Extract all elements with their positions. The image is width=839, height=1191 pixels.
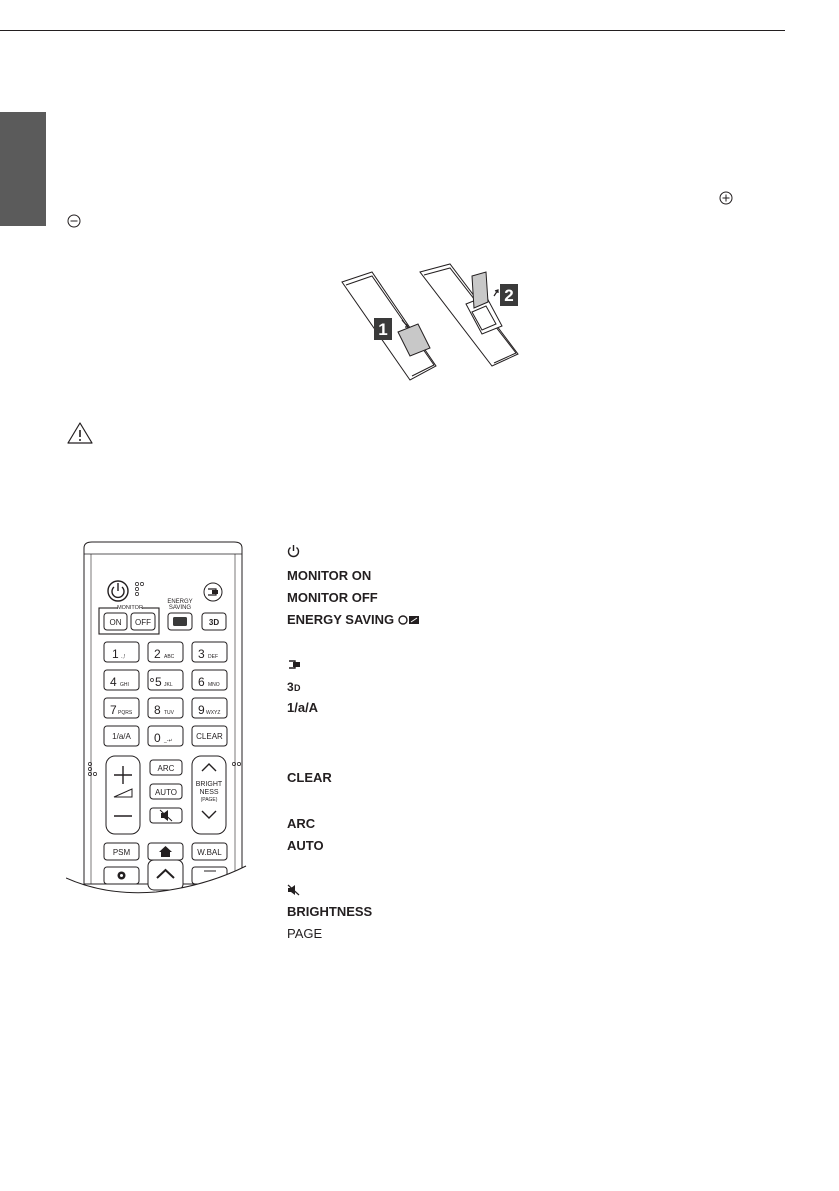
key-item-mute	[287, 882, 301, 898]
step-badge-1	[374, 318, 392, 340]
svg-text:0: 0	[154, 731, 161, 745]
input-button	[204, 583, 222, 601]
monitor-off-label: OFF	[135, 618, 151, 627]
svg-text:1/a/A: 1/a/A	[112, 732, 131, 741]
wbal-button	[192, 843, 227, 860]
svg-text:BRIGHT: BRIGHT	[195, 781, 223, 788]
svg-text:W.BAL: W.BAL	[197, 848, 222, 857]
brightness-rocker	[192, 756, 226, 834]
mute-icon	[287, 884, 301, 896]
energy-saving-icon	[398, 614, 420, 626]
svg-text:3D: 3D	[208, 618, 220, 627]
remote-back-open	[420, 264, 518, 366]
mode-button	[104, 726, 139, 746]
key-6	[192, 670, 227, 690]
key-item-3d	[287, 678, 303, 694]
key-2	[148, 642, 183, 662]
3d-button	[202, 613, 226, 630]
key-8	[148, 698, 183, 718]
monitor-group-label: MONITOR	[117, 605, 143, 611]
svg-text:ABC: ABC	[164, 654, 175, 660]
clear-button	[192, 726, 227, 746]
key-item-page: PAGE	[287, 926, 323, 941]
svg-text:3: 3	[287, 680, 294, 692]
svg-text:(PAGE): (PAGE)	[200, 797, 218, 803]
svg-text:PQRS: PQRS	[118, 710, 133, 716]
svg-text:WXYZ: WXYZ	[206, 710, 221, 716]
arc-button	[150, 760, 182, 775]
svg-text:9: 9	[198, 703, 205, 717]
energy-saving-label-2: SAVING	[168, 605, 192, 611]
key-1	[104, 642, 139, 662]
auto-button	[150, 784, 182, 799]
key-item-brightness: BRIGHTNESS	[287, 904, 373, 919]
key-item-energy-saving	[287, 612, 420, 628]
svg-text:_-↵: _-↵	[164, 738, 173, 744]
key-item-power	[287, 544, 300, 560]
svg-text:3: 3	[198, 647, 205, 661]
step-badge-2	[500, 284, 518, 306]
svg-text:6: 6	[198, 675, 205, 689]
monitor-on-label: ON	[109, 618, 122, 627]
svg-text:DEF: DEF	[208, 654, 218, 660]
key-7	[104, 698, 139, 718]
svg-text:TUV: TUV	[164, 710, 174, 716]
key-item-mode: 1/a/A	[287, 700, 319, 715]
language-side-tab	[0, 112, 46, 226]
svg-text:4: 4	[110, 675, 117, 689]
battery-cover-illustration	[336, 262, 526, 392]
nav-up-button	[148, 860, 183, 890]
minus-circle-icon	[67, 214, 81, 228]
monitor-on-button	[104, 613, 127, 630]
key-item-monitor-on: MONITOR ON	[287, 568, 372, 583]
key-item-clear: CLEAR	[287, 770, 332, 785]
plus-circle-icon	[719, 191, 733, 205]
key-item-arc: ARC	[287, 816, 316, 831]
key-0	[148, 726, 183, 746]
svg-text:MNO: MNO	[208, 682, 220, 688]
key-5	[148, 670, 183, 690]
svg-text:2: 2	[154, 647, 161, 661]
svg-text:8: 8	[154, 703, 161, 717]
key-3	[192, 642, 227, 662]
svg-text:GHI: GHI	[120, 682, 129, 688]
svg-text:ARC: ARC	[157, 764, 175, 773]
power-icon	[287, 544, 300, 558]
power-button	[108, 581, 128, 601]
svg-text:CLEAR: CLEAR	[196, 732, 223, 741]
header-rule	[0, 30, 785, 31]
svg-text:.,!: .,!	[121, 654, 126, 660]
key-item-input	[287, 656, 301, 672]
energy-saving-button	[168, 613, 192, 630]
volume-rocker	[106, 756, 140, 834]
energy-saving-label: ENERGY SAVING	[287, 612, 395, 627]
key-item-auto: AUTO	[287, 838, 324, 853]
svg-text:7: 7	[110, 703, 117, 717]
monitor-off-button	[131, 613, 155, 630]
svg-text:JKL: JKL	[164, 682, 173, 688]
mute-button	[150, 808, 182, 823]
key-4	[104, 670, 139, 690]
energy-saving-label-1: ENERGY	[167, 599, 193, 605]
input-icon	[287, 658, 301, 670]
remote-control-illustration	[66, 540, 256, 900]
home-button	[148, 843, 183, 860]
svg-text:NESS: NESS	[199, 789, 219, 796]
svg-text:D: D	[294, 683, 301, 692]
psm-button	[104, 843, 139, 860]
step-badge-2-label: 2	[504, 286, 514, 305]
svg-text:PSM: PSM	[112, 848, 131, 857]
settings-button	[104, 867, 139, 884]
caution-icon	[66, 421, 94, 445]
key-item-monitor-off: MONITOR OFF	[287, 590, 378, 605]
3d-icon	[287, 680, 303, 692]
key-9	[192, 698, 227, 718]
svg-text:5: 5	[155, 675, 162, 689]
svg-text:1: 1	[112, 647, 119, 661]
step-badge-1-label: 1	[378, 320, 388, 339]
svg-text:AUTO: AUTO	[154, 788, 178, 797]
